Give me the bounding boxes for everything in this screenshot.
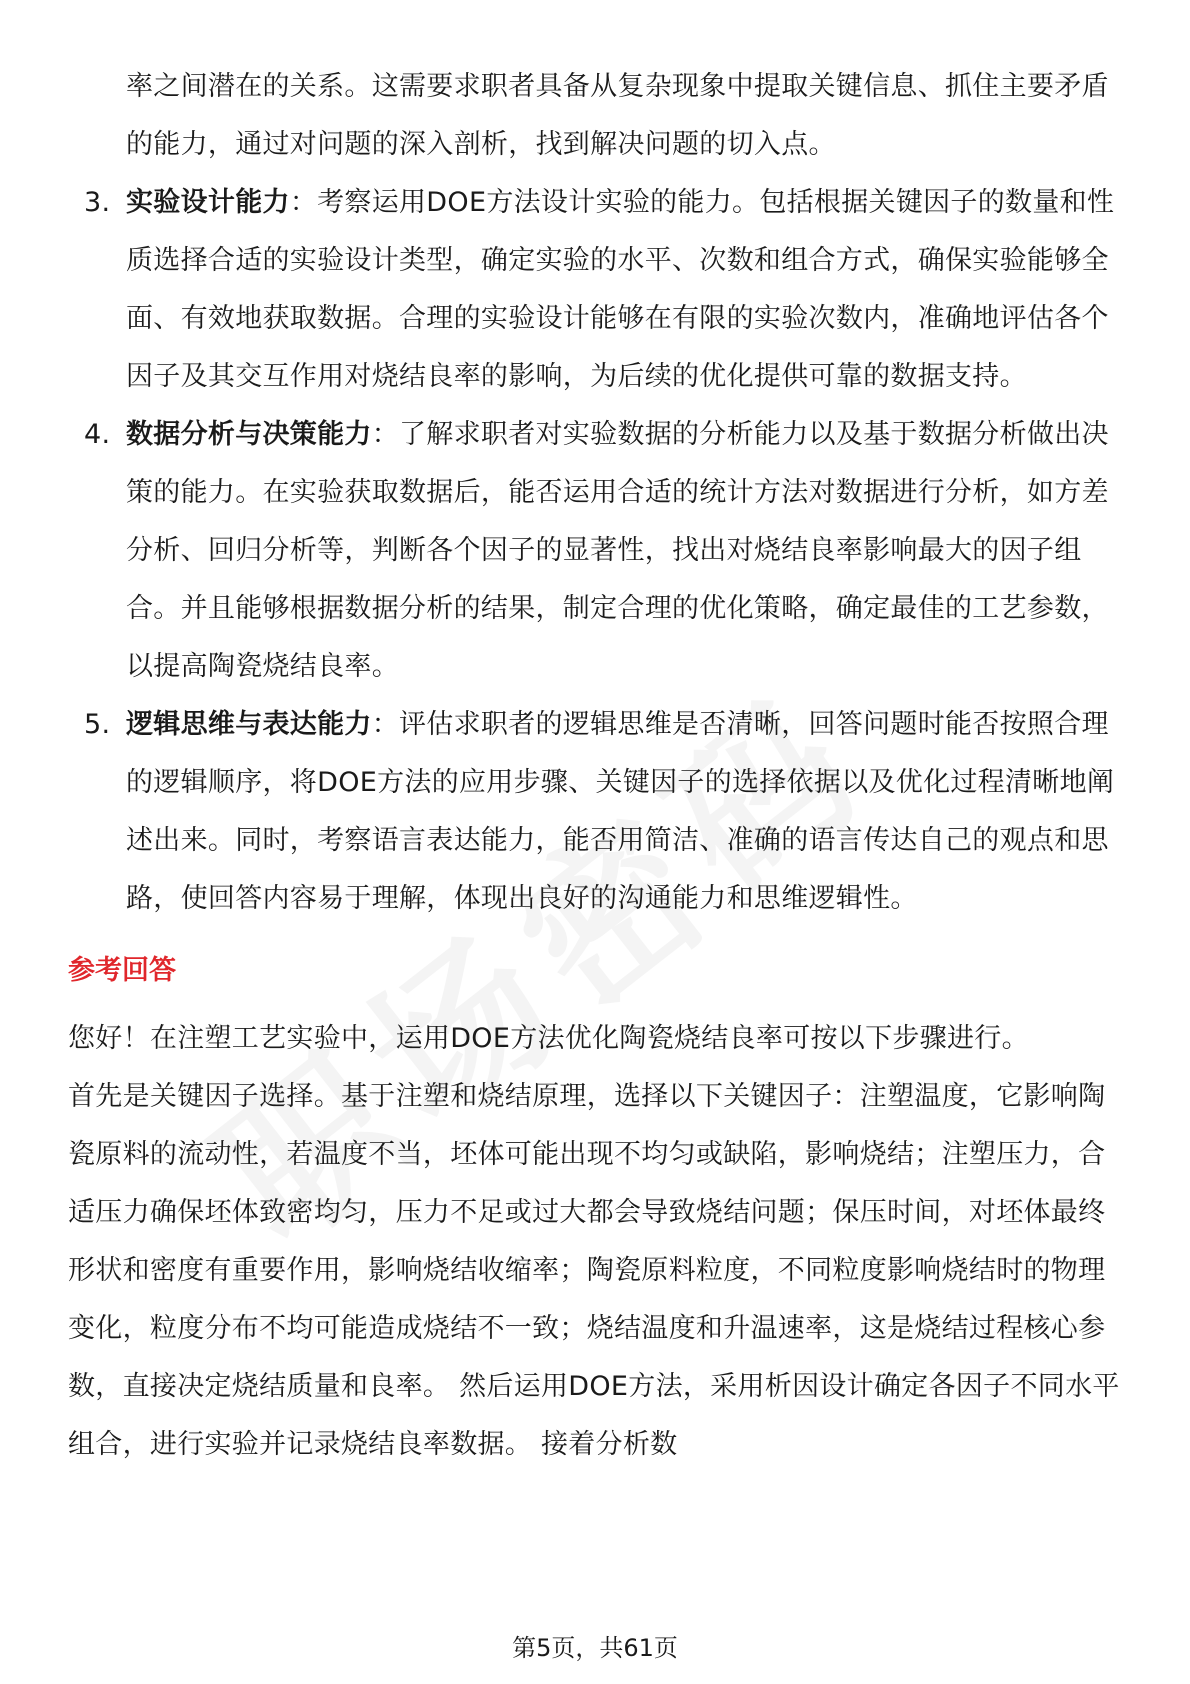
list-item-5 <box>68 696 1128 928</box>
list-item-title: 逻辑思维与表达能力 <box>126 709 372 740</box>
page-content <box>68 58 1128 1474</box>
list-item-text: ：考察运用DOE方法设计实验的能力。包括根据关键因子的数量和性质选择合适的实验设计类型，确定实验的水平、次数和组合方式，确保实验能够全面、有效地获取数据。合理的实验设计能够在有限的实验次数内，准确地评估各个因子及其交互作用对烧结良率的影响，为后续的优化提供可靠的数据支持。 <box>126 187 1115 392</box>
list-number: 4. <box>84 419 111 450</box>
list-item-3 <box>68 174 1128 406</box>
answer-body: 首先是关键因子选择。基于注塑和烧结原理，选择以下关键因子：注塑温度，它影响陶瓷原料的流动性，若温度不当，坯体可能出现不均匀或缺陷，影响烧结；注塑压力，合适压力确保坯体致密均匀，压力不足或过大都会导致烧结问题；保压时间，对坯体最终形状和密度有重要作用，影响烧结收缩率；陶瓷原料粒度，不同粒度影响烧结时的物理变化，粒度分布不均可能造成烧结不一致；烧结温度和升温速率，这是烧结过程核心参数，直接决定烧结质量和良率。 然后运用DOE方法，采用析因设计确定各因子不同水平组合，进行实验并记录烧结良率数据。 接着分析数 <box>68 1081 1120 1460</box>
list-item-text: ：评估求职者的逻辑思维是否清晰，回答问题时能否按照合理的逻辑顺序，将DOE方法的应用步骤、关键因子的选择依据以及优化过程清晰地阐述出来。同时，考察语言表达能力，能否用简洁、准确的语言传达自己的观点和思路，使回答内容易于理解，体现出良好的沟通能力和思维逻辑性。 <box>126 709 1115 914</box>
continued-paragraph: 率之间潜在的关系。这需要求职者具备从复杂现象中提取关键信息、抓住主要矛盾的能力，通过对问题的深入剖析，找到解决问题的切入点。 <box>126 71 1109 160</box>
list-item-4 <box>68 406 1128 696</box>
list-number: 3. <box>84 187 111 218</box>
page-footer: 第5页，共61页 <box>512 1634 678 1662</box>
list-item-title: 数据分析与决策能力 <box>126 419 372 450</box>
list-number: 5. <box>84 709 111 740</box>
section-heading: 参考回答 <box>68 955 176 986</box>
answer-intro: 您好！在注塑工艺实验中，运用DOE方法优化陶瓷烧结良率可按以下步骤进行。 <box>68 1023 1029 1054</box>
list-item-title: 实验设计能力 <box>126 187 290 218</box>
list-item-text: ：了解求职者对实验数据的分析能力以及基于数据分析做出决策的能力。在实验获取数据后，能否运用合适的统计方法对数据进行分析，如方差分析、回归分析等，判断各个因子的显著性，找出对烧结良率影响最大的因子组合。并且能够根据数据分析的结果，制定合理的优化策略，确定最佳的工艺参数，以提高陶瓷烧结良率。 <box>126 419 1109 682</box>
